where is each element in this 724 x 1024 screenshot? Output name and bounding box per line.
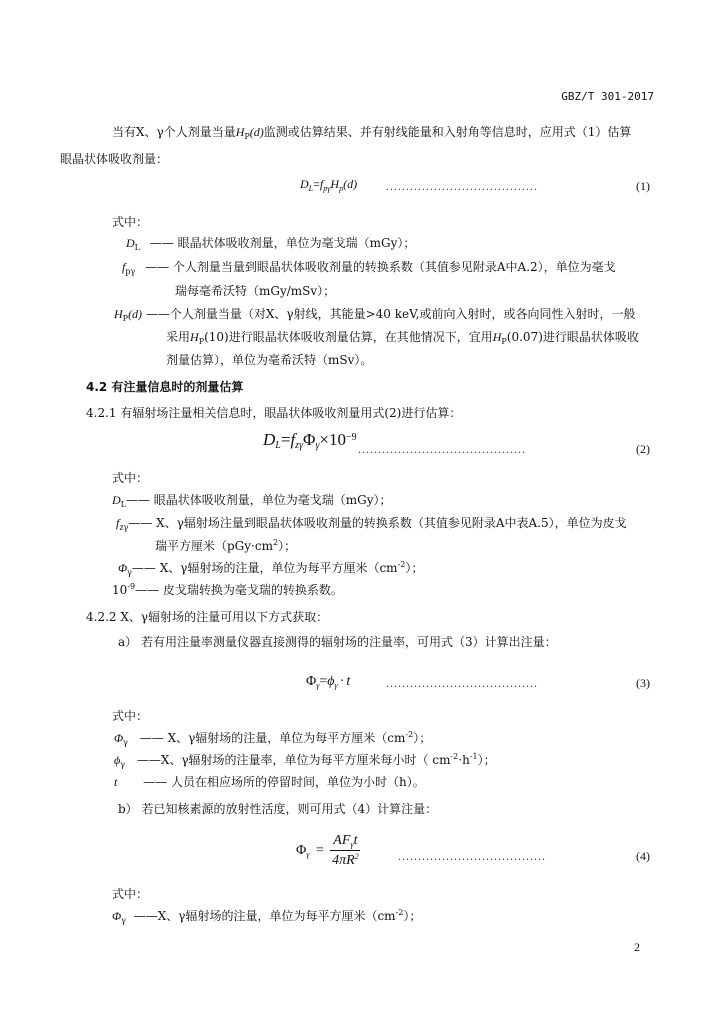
- where-1-hp-cont2: 剂量估算），单位为毫希沃特（mSv）。: [166, 353, 373, 367]
- where-1-dl: $D_L$ —— 眼晶状体吸收剂量，单位为毫戈瑞（mGy）；: [126, 236, 416, 252]
- equation-1-number: (1): [636, 179, 650, 193]
- where-label-4: 式中：: [112, 887, 149, 901]
- equation-2-leader: ..........................................: [358, 442, 526, 456]
- where-1-fp: $f_{p\gamma}$ —— 个人剂量当量到眼晶状体吸收剂量的转换系数（其值参见附录A中A.2），单位为毫戈: [122, 260, 616, 276]
- where-label-2: 式中：: [112, 471, 149, 485]
- section-heading-4-2: 4.2 有注量信息时的剂量估算: [86, 380, 244, 394]
- where-2-exp: $10^{-9}——$ 皮戈瑞转换为毫戈瑞的转换系数。: [112, 582, 343, 597]
- equation-4-leader: .....................................: [398, 849, 546, 863]
- where-2-dl: $D_L——$ 眼晶状体吸收剂量，单位为毫戈瑞（mGy）；: [112, 493, 392, 509]
- clause-4-2-2: 4.2.2 X、γ辐射场的注量可用以下方式获取：: [86, 610, 329, 624]
- where-3-phi: $\Phi_\gamma$ —— X、γ辐射场的注量，单位为每平方厘米$(cm^{-2})$；: [114, 730, 432, 747]
- intro-paragraph: 当有X、γ个人剂量当量$H_P(d)$监测或估算结果、并有射线能量和入射角等信息时，应用式（1）估算 眼晶状体吸收剂量：: [60, 125, 632, 166]
- clause-4-2-1: 4.2.1 有辐射场注量相关信息时，眼晶状体吸收剂量用式(2)进行估算：: [86, 406, 462, 420]
- where-2-fz-cont: 瑞平方厘米$(pGy\cdot cm^2)$；: [155, 538, 297, 553]
- equation-4: $\Phi_\gamma$ = $\frac{AF_\gamma t}{4\pi R^2}$: [296, 833, 359, 868]
- equation-2: $D_L=f_{z\gamma}\Phi_\gamma\times 10^{-9}$: [263, 430, 357, 451]
- equation-1-leader: ......................................: [386, 179, 538, 193]
- where-3-phidot: $\phi_\gamma$ ——X、γ辐射场的注量率，单位为每平方厘米每小时（ $cm^{-2}\cdot h^{-1}$）；: [114, 752, 496, 769]
- equation-4-number: (4): [636, 849, 650, 863]
- equation-4-fraction: $\frac{AF_\gamma t}{4\pi R^2}$: [332, 833, 359, 868]
- equation-3-leader: ......................................: [386, 676, 538, 690]
- where-3-t: t —— 人员在相应场所的停留时间，单位为小时（h）。: [114, 775, 425, 789]
- where-1-hp-cont: 采用$H_P(10)$进行眼晶状体吸收剂量估算，在其他情况下，宜用$H_P(0.07)$进行眼晶状体吸收: [166, 330, 639, 346]
- where-4-phi: $\Phi_\gamma$ ——X、γ辐射场的注量，单位为每平方厘米$(cm^{-2})$；: [112, 908, 422, 925]
- page-number: 2: [634, 940, 640, 954]
- where-1-hp: $H_P(d)$ ——个人剂量当量（对X、γ射线，其能量>40 keV,或前向入射时，或各向同性入射时，一般: [114, 307, 636, 323]
- document-code: GBZ/T 301-2017: [561, 90, 654, 103]
- where-2-fz: $f_{z\gamma}——$ X、γ辐射场注量到眼晶状体吸收剂量的转换系数（其值参见附录A中表A.5），单位为皮戈: [116, 516, 627, 532]
- equation-2-number: (2): [636, 442, 650, 456]
- where-label-3: 式中：: [112, 709, 149, 723]
- item-a: a） 若有用注量率测量仪器直接测得的辐射场的注量率，可用式（3）计算出注量：: [118, 635, 557, 649]
- equation-3-number: (3): [636, 676, 650, 690]
- where-1-fp-cont: 瑞每毫希沃特（mGy/mSv）；: [175, 284, 336, 298]
- item-b: b） 若已知核素源的放射性活度，则可用式（4）计算注量：: [118, 802, 438, 816]
- where-label-1: 式中：: [112, 215, 149, 229]
- where-2-phi: $\Phi_\gamma——$ X、γ辐射场的注量，单位为每平方厘米$(cm^{-2})$；: [118, 560, 424, 577]
- equation-3: $\Phi_\gamma=\phi_\gamma \cdot t$: [306, 674, 351, 690]
- equation-1: $D_L=f_{p\gamma}H_p(d)$: [300, 177, 358, 193]
